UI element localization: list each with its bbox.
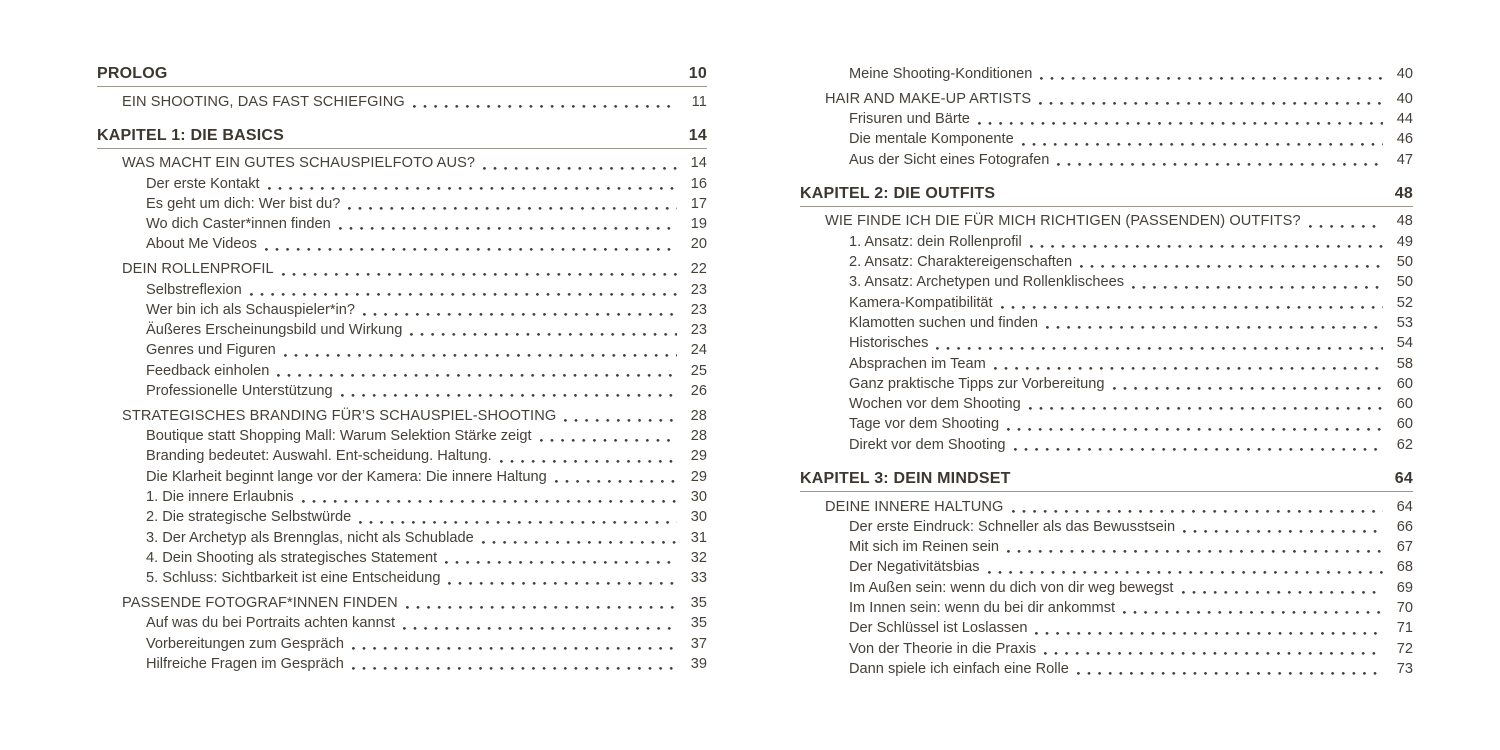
toc-entry-row[interactable] bbox=[97, 593, 707, 613]
toc-page-number: 64 bbox=[1394, 470, 1413, 488]
toc-page-number: 73 bbox=[1396, 660, 1413, 677]
toc-page-number: 64 bbox=[1396, 498, 1413, 515]
toc-chapter-row[interactable] bbox=[800, 469, 1413, 492]
toc-page-number: 23 bbox=[690, 301, 707, 318]
toc-entry-label: 1. Ansatz: dein Rollenprofil bbox=[849, 233, 1022, 250]
toc-entry-row[interactable] bbox=[97, 467, 707, 487]
toc-page-number: 35 bbox=[690, 615, 707, 632]
toc-entry-row[interactable] bbox=[97, 340, 707, 360]
toc-entry-row[interactable] bbox=[97, 507, 707, 527]
toc-entry-row[interactable] bbox=[97, 234, 707, 254]
toc-entry-row[interactable] bbox=[800, 557, 1413, 577]
toc-page-number: 10 bbox=[688, 65, 707, 82]
toc-page-number: 66 bbox=[1396, 518, 1413, 535]
toc-entry-label: Die mentale Komponente bbox=[849, 131, 1014, 148]
toc-entry-row[interactable] bbox=[800, 639, 1413, 659]
toc-page-number: 22 bbox=[690, 261, 707, 278]
toc-entry-label: Es geht um dich: Wer bist du? bbox=[146, 195, 341, 212]
toc-entry-row[interactable] bbox=[800, 232, 1413, 252]
toc-page-number: 16 bbox=[690, 175, 707, 192]
toc-entry-label: Die Klarheit beginnt lange vor der Kamera: Die innere Haltung bbox=[146, 468, 547, 485]
toc-page-number: 60 bbox=[1396, 396, 1413, 413]
toc-entry-label: HAIR AND MAKE-UP ARTISTS bbox=[825, 90, 1032, 107]
dot-leader bbox=[284, 354, 677, 357]
toc-entry-row[interactable] bbox=[800, 333, 1413, 353]
dot-leader bbox=[1123, 611, 1383, 614]
toc-entry-label: Wer bin ich als Schauspieler*in? bbox=[146, 301, 356, 318]
toc-page-number: 50 bbox=[1396, 254, 1413, 271]
toc-page-number: 40 bbox=[1396, 66, 1413, 82]
dot-leader bbox=[1040, 77, 1383, 80]
dot-leader bbox=[406, 606, 677, 609]
toc-column-right bbox=[800, 64, 1413, 679]
toc-entry-row[interactable] bbox=[97, 320, 707, 340]
toc-entry-row[interactable] bbox=[97, 153, 707, 173]
dot-leader bbox=[1007, 428, 1383, 431]
toc-entry-row[interactable] bbox=[800, 497, 1413, 517]
dot-leader bbox=[352, 647, 677, 650]
toc-entry-label: 3. Der Archetyp als Brennglas, nicht als Schublade bbox=[146, 529, 474, 546]
toc-entry-row[interactable] bbox=[97, 446, 707, 466]
dot-leader bbox=[994, 367, 1383, 370]
dot-leader bbox=[483, 167, 677, 170]
toc-page-number: 47 bbox=[1396, 151, 1413, 168]
toc-entry-label: Boutique statt Shopping Mall: Warum Selektion Stärke zeigt bbox=[146, 428, 532, 445]
dot-leader bbox=[1007, 550, 1383, 553]
toc-entry-row[interactable] bbox=[97, 300, 707, 320]
toc-entry-row[interactable] bbox=[97, 214, 707, 234]
toc-entry-row[interactable] bbox=[800, 517, 1413, 537]
toc-page-number: 48 bbox=[1394, 184, 1413, 202]
dot-leader bbox=[1039, 102, 1383, 105]
toc-entry-row[interactable] bbox=[800, 252, 1413, 272]
dot-leader bbox=[250, 293, 677, 296]
toc-page-number: 52 bbox=[1396, 294, 1413, 311]
toc-page-number: 48 bbox=[1396, 213, 1413, 230]
toc-page-number: 33 bbox=[690, 570, 707, 587]
dot-leader bbox=[341, 394, 677, 397]
toc-entry-row[interactable] bbox=[97, 259, 707, 279]
toc-entry-label: Direkt vor dem Shooting bbox=[849, 436, 1006, 453]
toc-page-number: 30 bbox=[690, 489, 707, 506]
toc-entry-row[interactable] bbox=[800, 211, 1413, 231]
toc-page-number: 29 bbox=[690, 448, 707, 465]
toc-entry-label: Aus der Sicht eines Fotografen bbox=[849, 151, 1050, 168]
toc-entry-label: Selbstreflexion bbox=[146, 281, 242, 298]
toc-page-number: 72 bbox=[1396, 640, 1413, 657]
toc-chapter-label: KAPITEL 1: DIE BASICS bbox=[97, 126, 285, 144]
toc-page-number: 23 bbox=[690, 322, 707, 339]
dot-leader bbox=[1014, 448, 1383, 451]
dot-leader bbox=[1057, 163, 1383, 166]
toc-entry-label: Im Innen sein: wenn du bei dir ankommst bbox=[849, 600, 1116, 617]
toc-entry-label: Vorbereitungen zum Gespräch bbox=[146, 635, 344, 652]
toc-entry-row[interactable] bbox=[800, 354, 1413, 374]
dot-leader bbox=[1044, 652, 1383, 655]
dot-leader bbox=[268, 187, 677, 190]
toc-page-number: 58 bbox=[1396, 355, 1413, 372]
dot-leader bbox=[302, 500, 677, 503]
toc-entry-row[interactable] bbox=[97, 361, 707, 381]
toc-page-number: 70 bbox=[1396, 600, 1413, 617]
toc-entry-label: Meine Shooting-Konditionen bbox=[849, 66, 1033, 82]
dot-leader bbox=[277, 374, 677, 377]
dot-leader bbox=[482, 541, 677, 544]
toc-entry-label: Tage vor dem Shooting bbox=[849, 416, 1000, 433]
dot-leader bbox=[1309, 225, 1383, 228]
toc-entry-label: Genres und Figuren bbox=[146, 342, 276, 359]
toc-page-number: 54 bbox=[1396, 335, 1413, 352]
toc-entry-label: 2. Die strategische Selbstwürde bbox=[146, 509, 352, 526]
toc-page-number: 67 bbox=[1396, 539, 1413, 556]
toc-chapter-row[interactable] bbox=[97, 64, 707, 87]
toc-entry-row[interactable] bbox=[97, 548, 707, 568]
toc-page-number: 14 bbox=[688, 126, 707, 144]
dot-leader bbox=[555, 480, 677, 483]
toc-entry-row[interactable] bbox=[800, 272, 1413, 292]
toc-page-number: 11 bbox=[691, 93, 707, 110]
dot-leader bbox=[1182, 591, 1384, 594]
toc-page-number: 23 bbox=[690, 281, 707, 298]
toc-entry-label: EIN SHOOTING, DAS FAST SCHIEFGING bbox=[122, 93, 405, 110]
toc-entry-label: Im Außen sein: wenn du dich von dir weg bewegst bbox=[849, 579, 1174, 596]
dot-leader bbox=[936, 347, 1383, 350]
toc-entry-row[interactable] bbox=[800, 129, 1413, 149]
toc-entry-row[interactable] bbox=[97, 194, 707, 214]
toc-page-number: 17 bbox=[690, 195, 707, 212]
toc-page-number: 26 bbox=[690, 383, 707, 400]
toc-entry-row[interactable] bbox=[800, 578, 1413, 598]
toc-entry-row[interactable] bbox=[800, 394, 1413, 414]
toc-page-number: 46 bbox=[1396, 131, 1413, 148]
toc-page-number: 28 bbox=[690, 428, 707, 445]
dot-leader bbox=[500, 460, 677, 463]
toc-entry-label: Dann spiele ich einfach eine Rolle bbox=[849, 660, 1069, 677]
toc-entry-label: Der Negativitätsbias bbox=[849, 559, 980, 576]
dot-leader bbox=[410, 333, 677, 336]
dot-leader bbox=[1001, 306, 1383, 309]
toc-entry-label: Der erste Kontakt bbox=[146, 175, 260, 192]
toc-page-number: 29 bbox=[690, 468, 707, 485]
dot-leader bbox=[1183, 530, 1383, 533]
toc-page-number: 49 bbox=[1396, 233, 1413, 250]
toc-entry-row[interactable] bbox=[800, 313, 1413, 333]
toc-entry-label: Wo dich Caster*innen finden bbox=[146, 216, 331, 233]
toc-page-number: 50 bbox=[1396, 274, 1413, 291]
toc-entry-label: 5. Schluss: Sichtbarkeit ist eine Entscheidung bbox=[146, 570, 441, 587]
dot-leader bbox=[348, 207, 677, 210]
toc-chapter-label: PROLOG bbox=[97, 65, 168, 82]
toc-entry-label: Absprachen im Team bbox=[849, 355, 986, 372]
dot-leader bbox=[1046, 326, 1383, 329]
dot-leader bbox=[1113, 387, 1383, 390]
toc-chapter-label: KAPITEL 2: DIE OUTFITS bbox=[800, 184, 996, 202]
dot-leader bbox=[978, 122, 1383, 125]
toc-entry-row[interactable] bbox=[97, 426, 707, 446]
dot-leader bbox=[282, 273, 677, 276]
toc-page-number: 24 bbox=[690, 342, 707, 359]
toc-entry-label: Hilfreiche Fragen im Gespräch bbox=[146, 655, 344, 672]
toc-page-number: 62 bbox=[1396, 436, 1413, 453]
toc-chapter-row[interactable] bbox=[97, 126, 707, 149]
toc-page-number: 32 bbox=[690, 549, 707, 566]
dot-leader bbox=[448, 582, 677, 585]
toc-entry-row[interactable] bbox=[800, 109, 1413, 129]
toc-page-number: 71 bbox=[1396, 620, 1413, 637]
dot-leader bbox=[339, 227, 677, 230]
toc-entry-row[interactable] bbox=[800, 414, 1413, 434]
toc-entry-row[interactable] bbox=[800, 435, 1413, 455]
toc-entry-label: About Me Videos bbox=[146, 236, 257, 253]
toc-page-number: 20 bbox=[690, 236, 707, 253]
toc-entry-label: Frisuren und Bärte bbox=[849, 111, 970, 128]
toc-entry-row[interactable] bbox=[800, 374, 1413, 394]
toc-entry-row[interactable] bbox=[800, 64, 1413, 84]
toc-entry-row[interactable] bbox=[800, 150, 1413, 170]
toc-entry-label: DEIN ROLLENPROFIL bbox=[122, 261, 274, 278]
toc-page-number: 19 bbox=[690, 216, 707, 233]
toc-entry-row[interactable] bbox=[97, 654, 707, 674]
dot-leader bbox=[988, 571, 1383, 574]
toc-entry-row[interactable] bbox=[97, 528, 707, 548]
toc-page-number: 30 bbox=[690, 509, 707, 526]
dot-leader bbox=[1132, 286, 1383, 289]
dot-leader bbox=[352, 667, 677, 670]
dot-leader bbox=[1035, 632, 1383, 635]
toc-entry-label: Von der Theorie in die Praxis bbox=[849, 640, 1037, 657]
toc-page-number: 31 bbox=[690, 529, 707, 546]
toc-entry-label: Professionelle Unterstützung bbox=[146, 383, 333, 400]
toc-entry-label: STRATEGISCHES BRANDING FÜR’S SCHAUSPIEL-SHOOTING bbox=[122, 407, 557, 424]
toc-entry-label: Branding bedeutet: Auswahl. Ent-scheidung. Haltung. bbox=[146, 448, 492, 465]
toc-entry-label: 3. Ansatz: Archetypen und Rollenklischees bbox=[849, 274, 1125, 291]
toc-page-number: 40 bbox=[1396, 90, 1413, 107]
toc-page-number: 37 bbox=[690, 635, 707, 652]
toc-entry-row[interactable] bbox=[97, 174, 707, 194]
toc-entry-label: Feedback einholen bbox=[146, 362, 270, 379]
toc-entry-row[interactable] bbox=[800, 598, 1413, 618]
toc-entry-row[interactable] bbox=[800, 293, 1413, 313]
toc-entry-label: WIE FINDE ICH DIE FÜR MICH RICHTIGEN (PASSENDEN) OUTFITS? bbox=[825, 213, 1301, 230]
toc-entry-row[interactable] bbox=[800, 659, 1413, 679]
toc-entry-label: Ganz praktische Tipps zur Vorbereitung bbox=[849, 375, 1105, 392]
toc-entry-row[interactable] bbox=[800, 618, 1413, 638]
toc-entry-row[interactable] bbox=[97, 634, 707, 654]
toc-entry-row[interactable] bbox=[97, 406, 707, 426]
dot-leader bbox=[359, 521, 677, 524]
dot-leader bbox=[413, 105, 677, 108]
toc-page-number: 28 bbox=[690, 407, 707, 424]
dot-leader bbox=[540, 439, 677, 442]
toc-chapter-label: KAPITEL 3: DEIN MINDSET bbox=[800, 470, 1011, 488]
toc-page-number: 69 bbox=[1396, 579, 1413, 596]
toc-entry-label: DEINE INNERE HALTUNG bbox=[825, 498, 1004, 515]
toc-entry-label: Äußeres Erscheinungsbild und Wirkung bbox=[146, 322, 403, 339]
toc-page-number: 53 bbox=[1396, 314, 1413, 331]
toc-entry-row[interactable] bbox=[97, 487, 707, 507]
toc-entry-label: Wochen vor dem Shooting bbox=[849, 396, 1021, 413]
toc-entry-row[interactable] bbox=[97, 92, 707, 112]
toc-column-left bbox=[97, 64, 707, 674]
toc-entry-label: Mit sich im Reinen sein bbox=[849, 539, 1000, 556]
dot-leader bbox=[403, 627, 677, 630]
toc-page-number: 60 bbox=[1396, 375, 1413, 392]
toc-entry-row[interactable] bbox=[97, 568, 707, 588]
toc-entry-row[interactable] bbox=[97, 613, 707, 633]
toc-page-number: 44 bbox=[1396, 111, 1413, 128]
toc-entry-label: Der erste Eindruck: Schneller als das Bewusstsein bbox=[849, 518, 1176, 535]
dot-leader bbox=[1077, 672, 1383, 675]
dot-leader bbox=[1080, 265, 1383, 268]
dot-leader bbox=[1029, 407, 1383, 410]
toc-entry-label: 2. Ansatz: Charaktereigenschaften bbox=[849, 254, 1073, 271]
toc-page-number: 68 bbox=[1396, 559, 1413, 576]
toc-entry-label: WAS MACHT EIN GUTES SCHAUSPIELFOTO AUS? bbox=[122, 155, 476, 172]
toc-entry-label: Historisches bbox=[849, 335, 929, 352]
toc-chapter-row[interactable] bbox=[800, 184, 1413, 207]
dot-leader bbox=[265, 248, 677, 251]
dot-leader bbox=[445, 561, 677, 564]
toc-entry-label: Der Schlüssel ist Loslassen bbox=[849, 620, 1028, 637]
toc-entry-label: Klamotten suchen und finden bbox=[849, 314, 1039, 331]
toc-entry-label: 4. Dein Shooting als strategisches Statement bbox=[146, 549, 438, 566]
toc-page-number: 35 bbox=[690, 595, 707, 612]
toc-page-number: 39 bbox=[690, 655, 707, 672]
toc-entry-label: Auf was du bei Portraits achten kannst bbox=[146, 615, 396, 632]
dot-leader bbox=[1012, 510, 1384, 513]
dot-leader bbox=[363, 313, 677, 316]
toc-entry-label: PASSENDE FOTOGRAF*INNEN FINDEN bbox=[122, 595, 398, 612]
toc-entry-row[interactable] bbox=[800, 537, 1413, 557]
toc-entry-row[interactable] bbox=[97, 381, 707, 401]
dot-leader bbox=[564, 419, 677, 422]
toc-entry-label: Kamera-Kompatibilität bbox=[849, 294, 993, 311]
dot-leader bbox=[1030, 245, 1383, 248]
toc-page-number: 14 bbox=[690, 155, 707, 172]
toc-entry-row[interactable] bbox=[97, 280, 707, 300]
toc-entry-row[interactable] bbox=[800, 89, 1413, 109]
toc-entry-label: 1. Die innere Erlaubnis bbox=[146, 489, 294, 506]
toc-page-number: 60 bbox=[1396, 416, 1413, 433]
dot-leader bbox=[1022, 143, 1383, 146]
toc-page-number: 25 bbox=[690, 362, 707, 379]
